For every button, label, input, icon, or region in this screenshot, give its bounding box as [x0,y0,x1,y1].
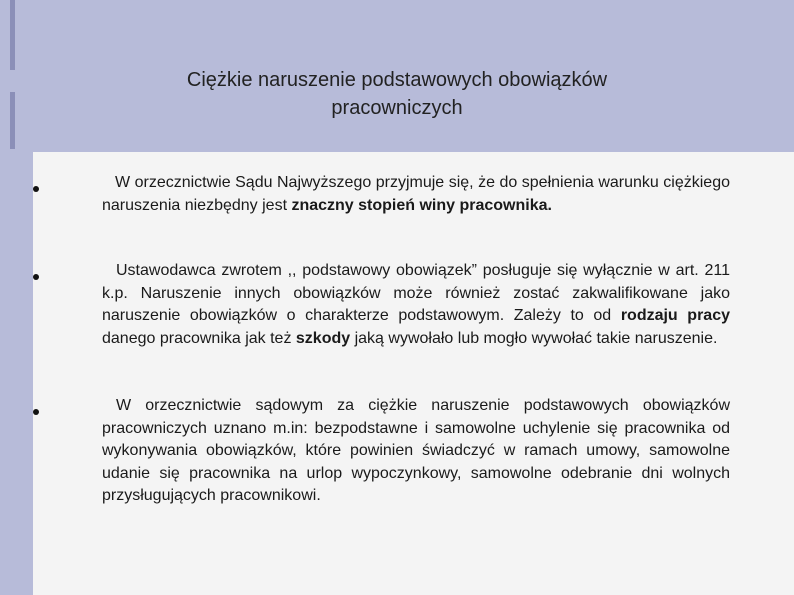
slide-title: Ciężkie naruszenie podstawowych obowiązków pracowniczych [186,69,608,119]
content-panel [33,152,794,595]
bullet-icon [33,274,39,280]
bullet-icon [33,409,39,415]
bullet-icon [33,186,39,192]
paragraph: W orzecznictwie Sądu Najwyższego przyjmuje się, że do spełnienia warunku ciężkiego naruszenia niezbędny jest znaczny stopień winy pracownika. [102,174,730,214]
decorative-bar [10,0,15,70]
paragraph: W orzecznictwie sądowym za ciężkie naruszenie podstawowych obowiązków pracowniczych uznano m.in: bezpodstawne i samowolne uchylenie się pracownika od wykonywania obowiązków, które powinien świadczyć w ramach umowy, samowolne udanie się pracownika na urlop wypoczynkowy, samowolne odebranie dni wolnych przysługujących pracownikowi. [102,397,730,504]
paragraph: Ustawodawca zwrotem ,, podstawowy obowiązek” posługuje się wyłącznie w art. 211 k.p. Naruszenie innych obowiązków może również zostać zakwalifikowane jako naruszenie obowiązków o charakterze podstawowym. Zależy to od rodzaju pracy danego pracownika jak też szkody jaką wywołało lub mogło wywołać takie naruszenie. [102,262,730,347]
